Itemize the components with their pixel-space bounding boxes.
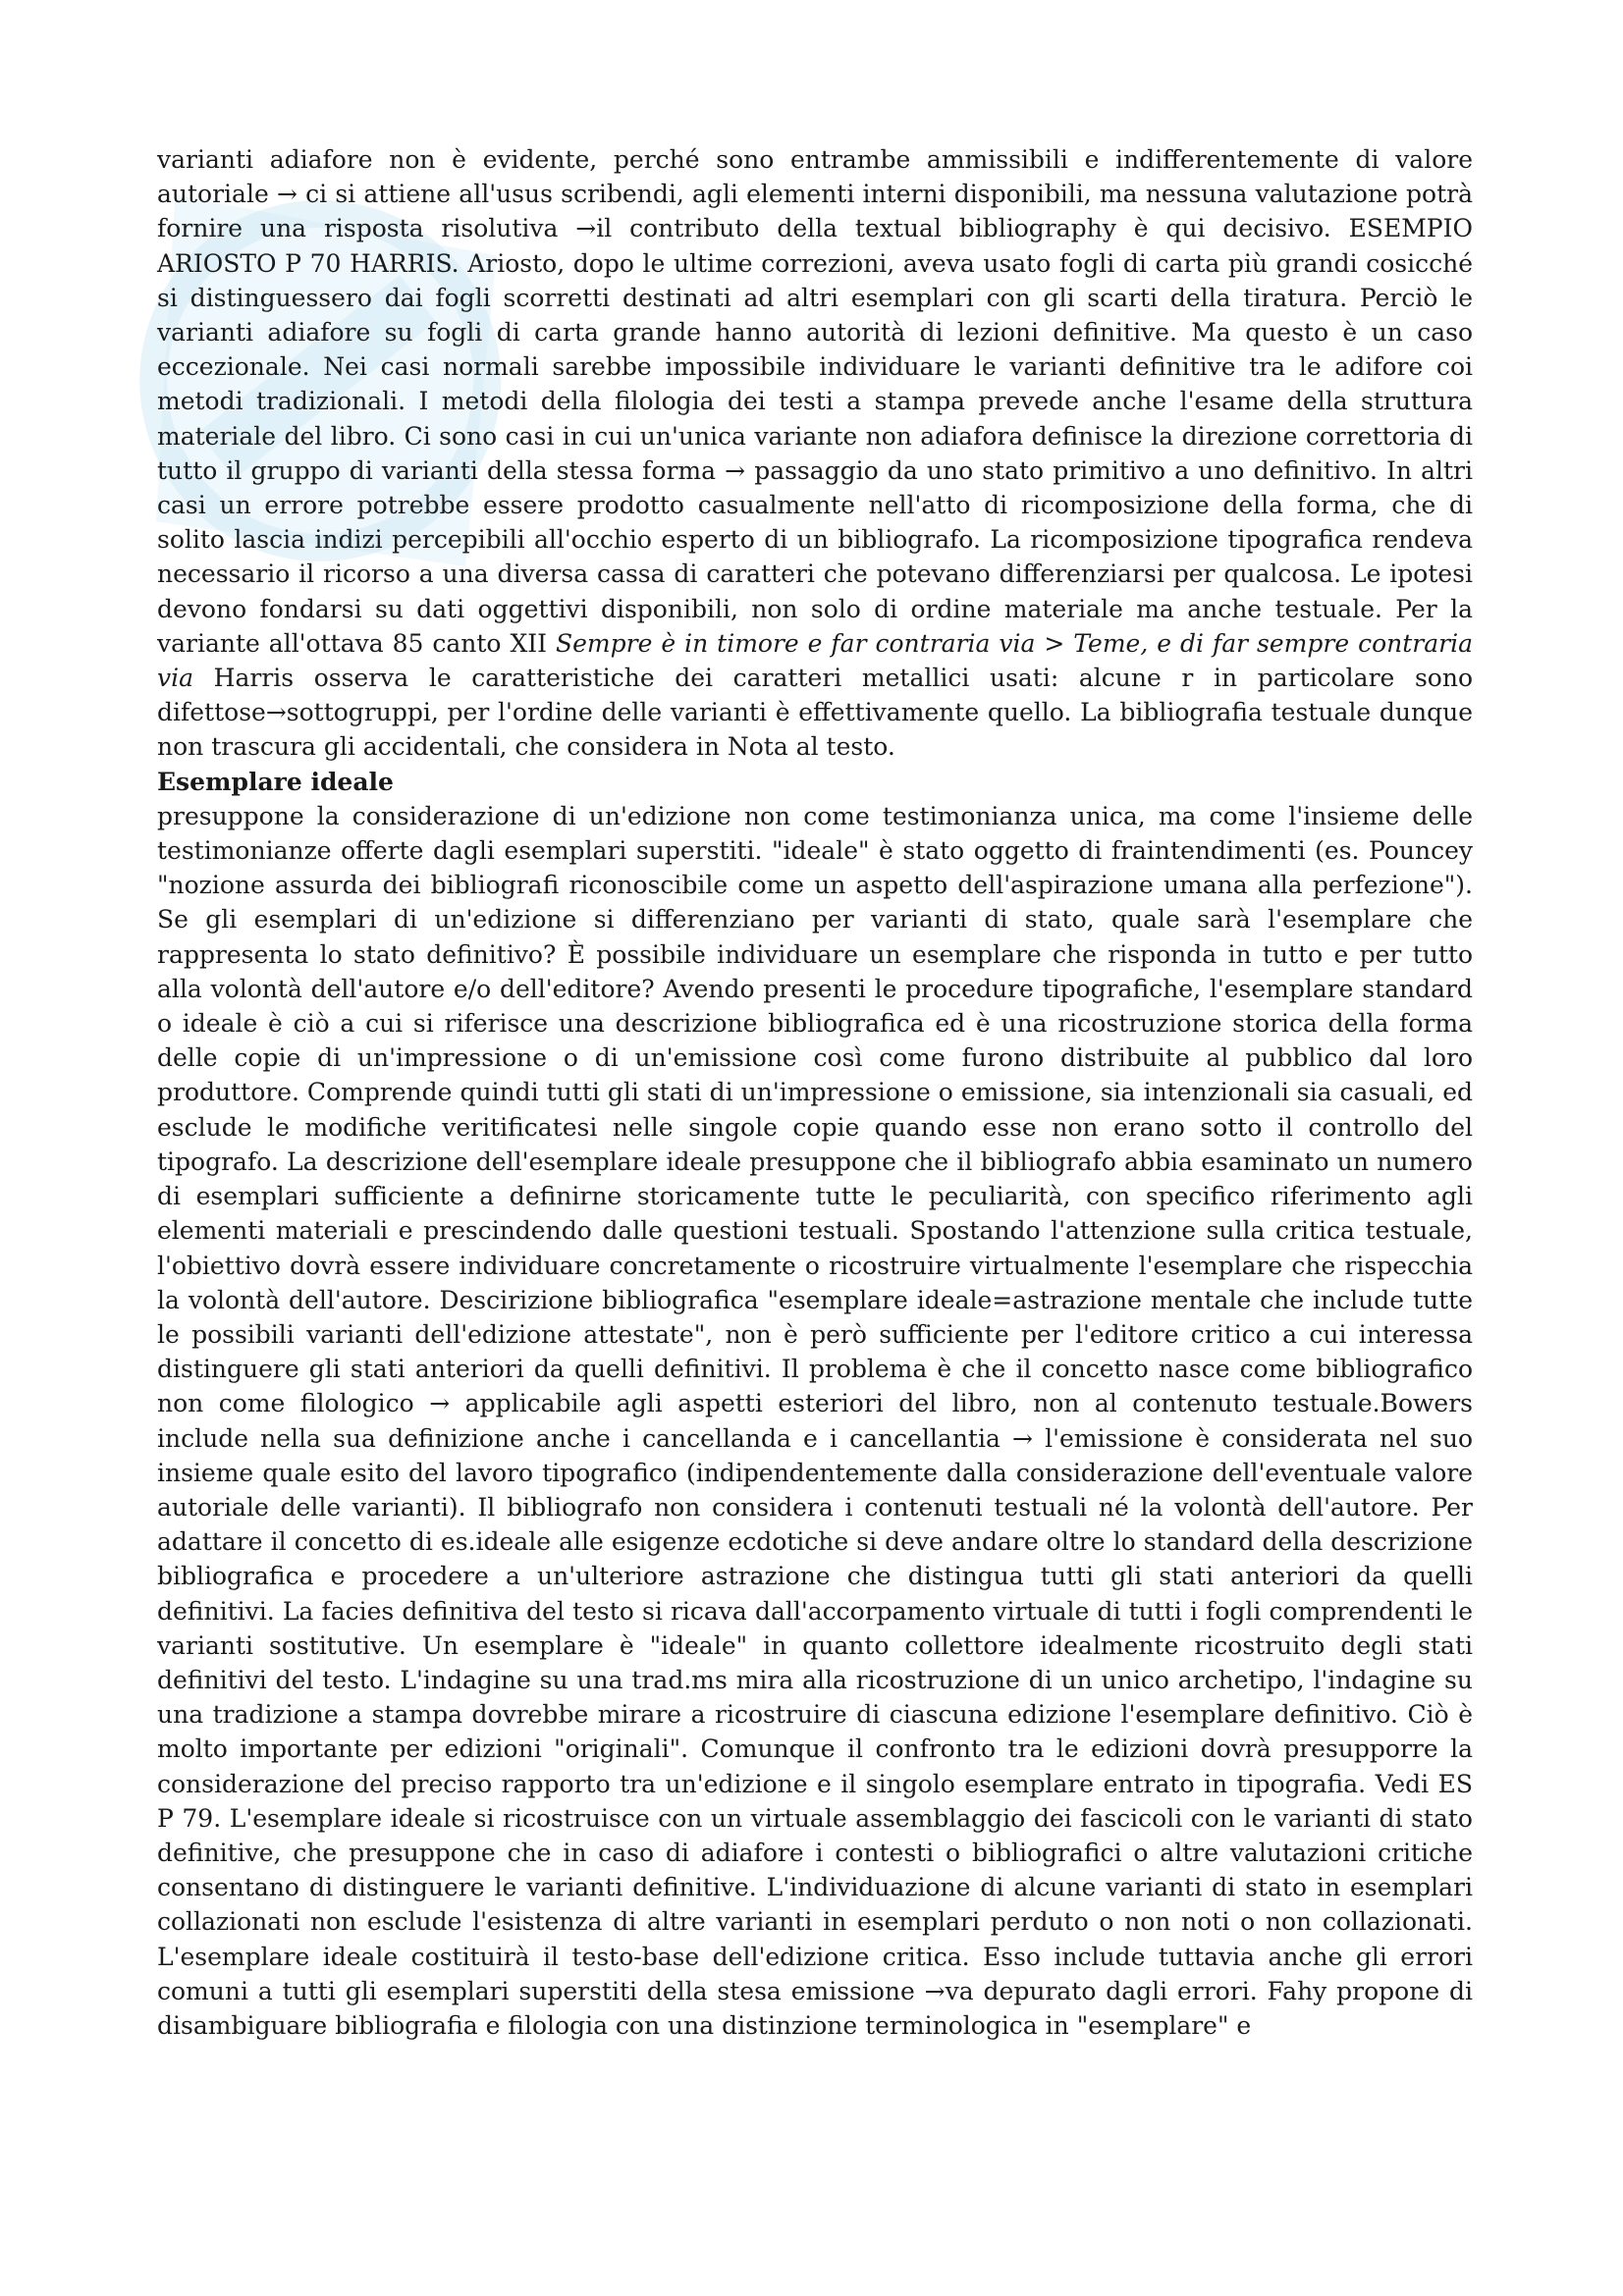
italic-quote: Teme, e di far sempre contraria via <box>157 628 1473 693</box>
paragraph-text: varianti adiafore non è evidente, perché sono entrambe ammissibili e indifferentemente di valore autoriale → ci si attiene all'usus scribendi, agli elementi interni disponibili, ma nessuna valutazione potrà fornire una risposta risolutiva →il contributo della textual bibliography è qui decisivo. ESEMPIO ARIOSTO P 70 HARRIS. Ariosto, dopo le ultime correzioni, aveva usato fogli di carta più grandi cosicché si distinguessero dai fogli scorretti destinati ad altri esemplari con gli scarti della tiratura. Perciò le varianti adiafore su fogli di carta grande hanno autorità di lezioni definitive. Ma questo è un caso eccezionale. Nei casi normali sarebbe impossibile individuare le varianti definitive tra le adifore coi metodi tradizionali. I metodi della filologia dei testi a stampa prevede anche l'esame della struttura materiale del libro. Ci sono casi in cui un'unica variante non adiafora definisce la direzione correttoria di tutto il gruppo di varianti della stessa forma → passaggio da uno stato primitivo a uno definitivo. In altri casi un errore potrebbe essere prodotto casualmente nell'atto di ricomposizione della forma, che di solito lascia indizi percepibili all'occhio esperto di un bibliografo. La ricomposizione tipografica rendeva necessario il ricorso a una diversa cassa di caratteri che potevano differenziarsi per qualcosa. Le ipotesi devono fondarsi su dati oggettivi disponibili, non solo di ordine materiale ma anche testuale. Per la variante all'ottava 85 canto XII <box>157 145 1473 658</box>
section-heading: Esemplare ideale <box>157 767 394 796</box>
paragraph-varianti-adiafore <box>157 142 1473 765</box>
paragraph-text: > <box>1035 628 1074 658</box>
italic-quote: Sempre è in timore e far contraria via <box>555 628 1036 658</box>
paragraph-esemplare-ideale: presuppone la considerazione di un'edizione non come testimonianza unica, ma come l'insieme delle testimonianze offerte dagli esemplari superstiti. "ideale" è stato oggetto di fraintendimenti (es. Pouncey "nozione assurda dei bibliografi riconoscibile come un aspetto dell'aspirazione umana alla perfezione"). Se gli esemplari di un'edizione si differenziano per varianti di stato, quale sarà l'esemplare che rappresenta lo stato definitivo? È possibile individuare un esemplare che risponda in tutto e per tutto alla volontà dell'autore e/o dell'editore? Avendo presenti le procedure tipografiche, l'esemplare standard o ideale è ciò a cui si riferisce una descrizione bibliografica ed è una ricostruzione storica della forma delle copie di un'impressione o di un'emissione così come furono distribuite al pubblico dal loro produttore. Comprende quindi tutti gli stati di un'impressione o emissione, sia intenzionali sia casuali, ed esclude le modifiche veritificatesi nelle singole copie quando esse non erano sotto il controllo del tipografo. La descrizione dell'esemplare ideale presuppone che il bibliografo abbia esaminato un numero di esemplari sufficiente a definirne storicamente tutte le peculiarità, con specifico riferimento agli elementi materiali e prescindendo dalle questioni testuali. Spostando l'attenzione sulla critica testuale, l'obiettivo dovrà essere individuare concretamente o ricostruire virtualmente l'esemplare che rispecchia la volontà dell'autore. Descirizione bibliografica "esemplare ideale=astrazione mentale che include tutte le possibili varianti dell'edizione attestate", non è però sufficiente per l'editore critico a cui interessa distinguere gli stati anteriori da quelli definitivi. Il problema è che il concetto nasce come bibliografico non come filologico → applicabile agli aspetti esteriori del libro, non al contenuto testuale.Bowers include nella sua definizione anche i cancellanda e i cancellantia → l'emissione è considerata nel suo insieme quale esito del lavoro tipografico (indipendentemente dalla considerazione dell'eventuale valore autoriale delle varianti). Il bibliografo non considera i contenuti testuali né la volontà dell'autore. Per adattare il concetto di es.ideale alle esigenze ecdotiche si deve andare oltre lo standard della descrizione bibliografica e procedere a un'ulteriore astrazione che distingua tutti gli stati anteriori da quelli definitivi. La facies definitiva del testo si ricava dall'accorpamento virtuale di tutti i fogli comprendenti le varianti sostitutive. Un esemplare è "ideale" in quanto collettore idealmente ricostruito degli stati definitivi del testo. L'indagine su una trad.ms mira alla ricostruzione di un unico archetipo, l'indagine su una tradizione a stampa dovrebbe mirare a ricostruire di ciascuna edizione l'esemplare definitivo. Ciò è molto importante per edizioni "originali". Comunque il confronto tra le edizioni dovrà presupporre la considerazione del preciso rapporto tra un'edizione e il singolo esemplare entrato in tipografia. Vedi ES P 79. L'esemplare ideale si ricostruisce con un virtuale assemblaggio dei fascicoli con le varianti di stato definitive, che presuppone che in caso di adiafore i contesti o bibliografici o altre valutazioni critiche consentano di distinguere le varianti definitive. L'individuazione di alcune varianti di stato in esemplari collazionati non esclude l'esistenza di altre varianti in esemplari perduto o non noti o non collazionati. L'esemplare ideale costituirà il testo-base dell'edizione critica. Esso include tuttavia anche gli errori comuni a tutti gli esemplari superstiti della stesa emissione →va depurato dagli errori. Fahy propone di disambiguare bibliografia e filologia con una distinzione terminologica in "esemplare" e <box>157 801 1473 2040</box>
paragraph-text: Harris osserva le caratteristiche dei caratteri metallici usati: alcune r in particolare sono difettose→sottogruppi, per l'ordine delle varianti è effettivamente quello. La bibliografia testuale dunque non trascura gli accidentali, che considera in Nota al testo. <box>157 664 1473 762</box>
document-body <box>157 142 1473 2043</box>
